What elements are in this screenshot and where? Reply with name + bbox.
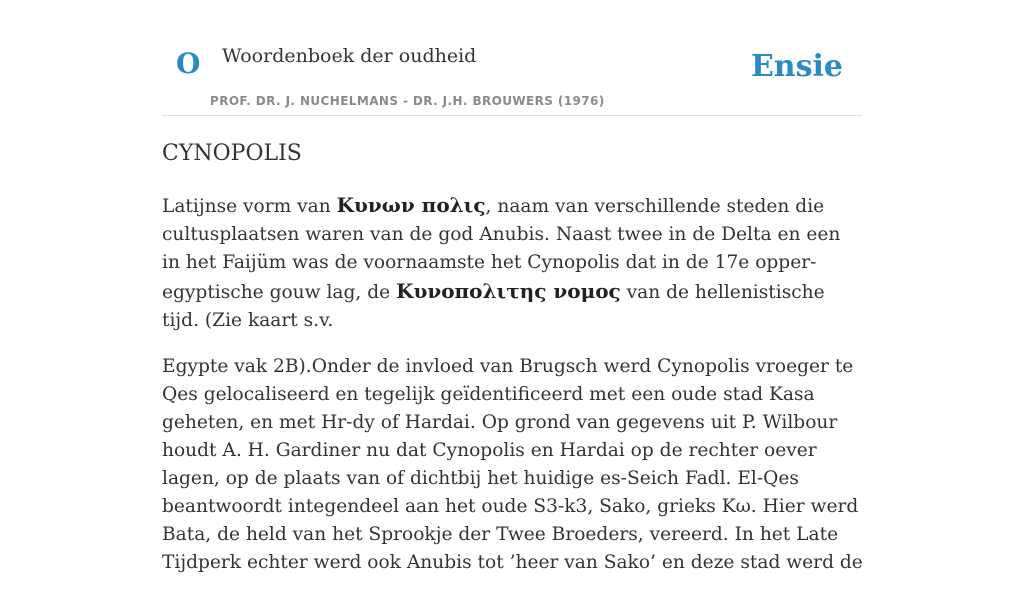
dictionary-letter[interactable]: O [176, 47, 201, 80]
greek-term: Κυνων πολις [336, 193, 486, 217]
paragraph-text: Latijnse vorm van [162, 196, 337, 217]
paragraph-text: van de hellenistische tijd. (Zie kaart s.v. [162, 282, 825, 331]
greek-term: Κυνοπολιτης νομος [396, 279, 621, 303]
ensie-logo[interactable]: Ensie [750, 49, 843, 84]
site-header [162, 30, 862, 116]
book-title-link[interactable]: Woordenboek der oudheid [222, 45, 477, 67]
entry-paragraph-1 [162, 191, 864, 335]
entry-title: CYNOPOLIS [162, 141, 302, 166]
entry-body [162, 191, 864, 595]
paragraph-text: , naam van verschillende steden die cultusplaatsen waren van de god Anubis. Naast twee in de Delta en een in het Faijüm was de voornaamste het Cynopolis dat in de 17e opper-egyptische gouw lag, de [162, 196, 841, 303]
book-authors: PROF. DR. J. NUCHELMANS - DR. J.H. BROUWERS (1976) [210, 94, 605, 108]
entry-paragraph-2: Egypte vak 2B).Onder de invloed van Brugsch werd Cynopolis vroeger te Qes gelocaliseerd en tegelijk geïdentificeerd met een oude stad Kasa geheten, en met Hr-dy of Hardai. Op grond van gegevens uit P. Wilbour houdt A. H. Gardiner nu dat Cynopolis en Hardai op de rechter oever lagen, op de plaats van of dichtbij het huidige es-Seich Fadl. El-Qes beantwoordt integendeel aan het oude S3-k3, Sako, grieks Kω. Hier werd Bata, de held van het Sprookje der Twee Broeders, vereerd. In het Late Tijdperk echter werd ook Anubis tot ’heer van Sako’ en deze stad werd de [162, 356, 863, 573]
